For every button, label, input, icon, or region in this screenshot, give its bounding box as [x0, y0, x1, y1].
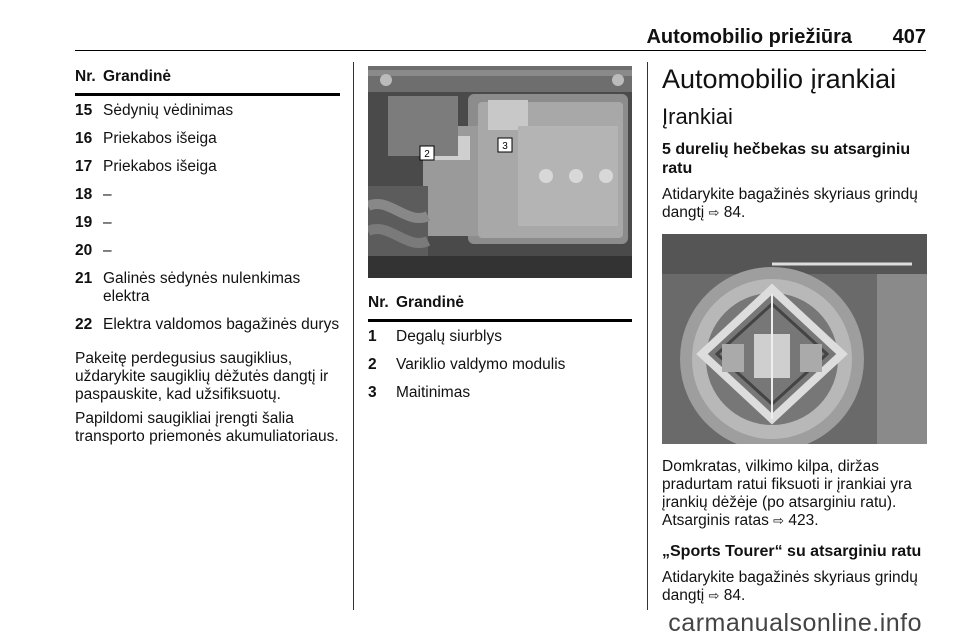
row-circuit: Elektra valdomos bagažinės durys — [103, 316, 340, 333]
table-row — [75, 152, 340, 180]
table-row — [75, 264, 340, 310]
row-circuit: Variklio valdymo modulis — [396, 356, 566, 373]
table-row — [368, 350, 632, 378]
paragraph-additional-fuses: Papildomi saugikliai įrengti šalia transporto priemonės akumuliatoriaus. — [75, 410, 339, 445]
figure-label-2: 2 — [424, 149, 430, 160]
row-number: 17 — [75, 158, 93, 175]
fuse-table-left — [75, 68, 340, 338]
column-divider-2 — [647, 62, 648, 610]
figure-label-3: 3 — [502, 141, 508, 152]
row-number: 22 — [75, 316, 93, 333]
row-number: 2 — [368, 356, 377, 373]
section-title: Automobilio įrankiai — [662, 64, 897, 94]
table-row — [368, 321, 632, 351]
middle-column — [368, 66, 632, 406]
col-header-nr: Nr. — [368, 294, 396, 321]
row-circuit: Galinės sėdynės nulenkimas elektra — [103, 270, 301, 305]
right-column — [662, 64, 927, 605]
row-circuit: Priekabos išeiga — [103, 158, 217, 175]
table-row — [75, 95, 340, 125]
row-circuit: – — [103, 214, 112, 231]
table-row — [75, 236, 340, 264]
row-number: 19 — [75, 214, 93, 231]
subsection-title: Įrankiai — [662, 104, 733, 129]
fuse-table-middle — [368, 294, 632, 406]
row-number: 20 — [75, 242, 93, 259]
row-circuit: Sėdynių vėdinimas — [103, 102, 234, 119]
paragraph-open-floor-cover-2: Atidarykite bagažinės skyriaus grindų dangtį ⇨ 84. — [662, 569, 918, 604]
col-header-circuit: Grandinė — [396, 294, 632, 321]
reference-arrow-icon: ⇨ — [708, 588, 720, 603]
header-title: Automobilio priežiūra — [646, 26, 852, 48]
row-circuit: Priekabos išeiga — [103, 130, 217, 147]
row-circuit: Degalų siurblys — [396, 328, 502, 345]
row-number: 1 — [368, 328, 377, 345]
table-row — [75, 124, 340, 152]
table-row — [368, 378, 632, 406]
col-header-nr: Nr. — [75, 68, 103, 95]
col-header-circuit: Grandinė — [103, 68, 340, 95]
spare-wheel-photo — [662, 234, 927, 444]
row-number: 21 — [75, 270, 93, 287]
heading-sports-tourer: „Sports Tourer“ su atsarginiu ratu — [662, 543, 922, 560]
table-row — [75, 310, 340, 338]
header-rule — [75, 50, 926, 51]
table-row — [75, 208, 340, 236]
row-number: 3 — [368, 384, 377, 401]
row-number: 15 — [75, 102, 93, 119]
heading-hatchback: 5 durelių hečbekas su atsarginiu ratu — [662, 141, 911, 177]
paragraph-replace-fuses: Pakeitę perdegusius saugiklius, uždarykite saugiklių dėžutės dangtį ir paspauskite, kad užsifiksuotų. — [75, 350, 329, 403]
column-divider-1 — [353, 62, 354, 610]
paragraph-tools-location: Domkratas, vilkimo kilpa, diržas pradurtam ratui fiksuoti ir įrankiai yra įrankių dėžėje (po atsarginiu ratu). Atsarginis ratas ⇨ 423. — [662, 458, 912, 529]
row-circuit: – — [103, 242, 112, 259]
reference-arrow-icon: ⇨ — [708, 205, 720, 220]
row-number: 18 — [75, 186, 93, 203]
row-circuit: Maitinimas — [396, 384, 471, 401]
left-column — [75, 68, 340, 446]
row-number: 16 — [75, 130, 93, 147]
row-circuit: – — [103, 186, 112, 203]
fuse-box-photo — [368, 66, 632, 278]
page-number: 407 — [892, 26, 926, 48]
reference-arrow-icon: ⇨ — [773, 513, 785, 528]
table-row — [75, 180, 340, 208]
watermark: carmanualsonline.info — [668, 609, 922, 637]
paragraph-open-floor-cover: Atidarykite bagažinės skyriaus grindų dangtį ⇨ 84. — [662, 186, 918, 221]
